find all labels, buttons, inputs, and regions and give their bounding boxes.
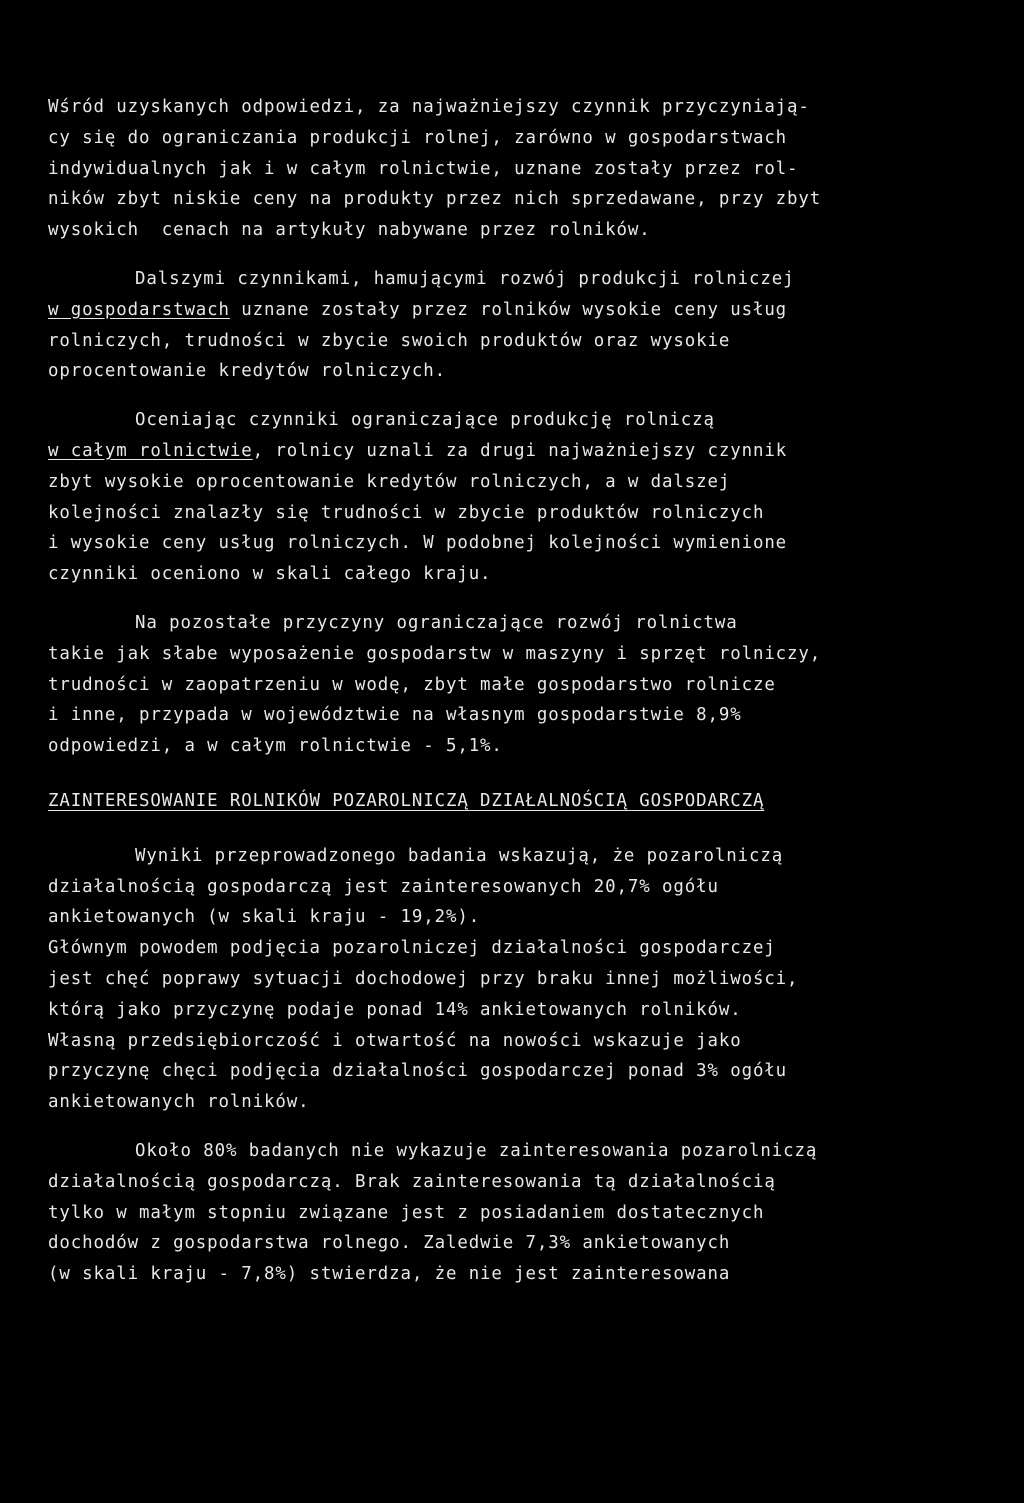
text-line: Oceniając czynniki ograniczające produkcję rolniczą xyxy=(135,410,715,431)
text-line: przyczynę chęci podjęcia działalności gospodarczej ponad 3% ogółu xyxy=(48,1061,788,1082)
underlined-phrase: w gospodarstwach xyxy=(48,299,230,320)
text-line: oprocentowanie kredytów rolniczych. xyxy=(48,361,446,382)
text-line: ankietowanych rolników. xyxy=(48,1092,310,1113)
paragraph-6 xyxy=(48,1136,948,1290)
text-line: Wśród uzyskanych odpowiedzi, za najważniejszy czynnik przyczyniają- xyxy=(48,97,810,117)
text-line: dochodów z gospodarstwa rolnego. Zaledwie 7,3% ankietowanych xyxy=(48,1233,731,1254)
text-line: rolniczych, trudności w zbycie swoich produktów oraz wysokie xyxy=(48,330,731,351)
paragraph-2 xyxy=(48,264,948,387)
text-line: Około 80% badanych nie wykazuje zainteresowania pozarolniczą xyxy=(135,1140,818,1161)
text-line: jest chęć poprawy sytuacji dochodowej przy braku innej możliwości, xyxy=(48,968,799,989)
text-line: trudności w zaopatrzeniu w wodę, zbyt małe gospodarstwo rolnicze xyxy=(48,674,776,695)
text-line: ników zbyt niskie ceny na produkty przez nich sprzedawane, przy zbyt xyxy=(48,189,822,210)
text-line: wysokich cenach na artykuły nabywane przez rolników. xyxy=(48,220,651,241)
text-line: cy się do ograniczania produkcji rolnej, zarówno w gospodarstwach xyxy=(48,127,788,148)
text-line: indywidualnych jak i w całym rolnictwie, uznane zostały przez rol- xyxy=(48,158,799,179)
text-line: którą jako przyczynę podaje ponad 14% ankietowanych rolników. xyxy=(48,999,742,1020)
text-line: Głównym powodem podjęcia pozarolniczej działalności gospodarczej xyxy=(48,938,776,959)
text-line: kolejności znalazły się trudności w zbycie produktów rolniczych xyxy=(48,502,765,523)
paragraph-spacer xyxy=(48,246,948,264)
text-line: odpowiedzi, a w całym rolnictwie - 5,1%. xyxy=(48,736,503,757)
paragraph-spacer xyxy=(48,762,948,786)
paragraph-spacer xyxy=(48,817,948,841)
text-line: działalnością gospodarczą jest zainteresowanych 20,7% ogółu xyxy=(48,876,719,897)
text-line: Wyniki przeprowadzonego badania wskazują, że pozarolniczą xyxy=(135,845,784,866)
text-line: zbyt wysokie oprocentowanie kredytów rolniczych, a w dalszej xyxy=(48,471,731,492)
paragraph-1 xyxy=(48,92,948,246)
text-line: działalnością gospodarczą. Brak zainteresowania tą działalnością xyxy=(48,1171,776,1192)
text-line: i inne, przypada w województwie na własnym gospodarstwie 8,9% xyxy=(48,705,742,726)
section-heading: ZAINTERESOWANIE ROLNIKÓW POZAROLNICZĄ DZIAŁALNOŚCIĄ GOSPODARCZĄ xyxy=(48,790,765,811)
text-line: tylko w małym stopniu związane jest z posiadaniem dostatecznych xyxy=(48,1202,765,1223)
text-line: i wysokie ceny usług rolniczych. W podobnej kolejności wymienione xyxy=(48,533,788,554)
text-line: Na pozostałe przyczyny ograniczające rozwój rolnictwa xyxy=(135,612,738,633)
text-line xyxy=(48,436,948,467)
text-line xyxy=(48,295,948,326)
paragraph-3 xyxy=(48,405,948,590)
text-line: takie jak słabe wyposażenie gospodarstw w maszyny i sprzęt rolniczy, xyxy=(48,643,822,664)
text-line: czynniki oceniono w skali całego kraju. xyxy=(48,564,492,585)
paragraph-spacer xyxy=(48,387,948,405)
paragraph-4 xyxy=(48,608,948,762)
text-line: ankietowanych (w skali kraju - 19,2%). xyxy=(48,907,481,928)
text-line: Dalszymi czynnikami, hamującymi rozwój produkcji rolniczej xyxy=(135,268,795,289)
paragraph-spacer xyxy=(48,1118,948,1136)
document-page xyxy=(48,92,948,1290)
paragraph-spacer xyxy=(48,590,948,608)
text-fragment: uznane zostały przez rolników wysokie ceny usług xyxy=(229,299,788,320)
paragraph-5 xyxy=(48,841,948,1118)
text-line: (w skali kraju - 7,8%) stwierdza, że nie jest zainteresowana xyxy=(48,1264,731,1285)
text-line: Własną przedsiębiorczość i otwartość na nowości wskazuje jako xyxy=(48,1030,742,1051)
underlined-phrase: w całym rolnictwie xyxy=(48,440,253,461)
text-fragment: , rolnicy uznali za drugi najważniejszy czynnik xyxy=(252,440,788,461)
